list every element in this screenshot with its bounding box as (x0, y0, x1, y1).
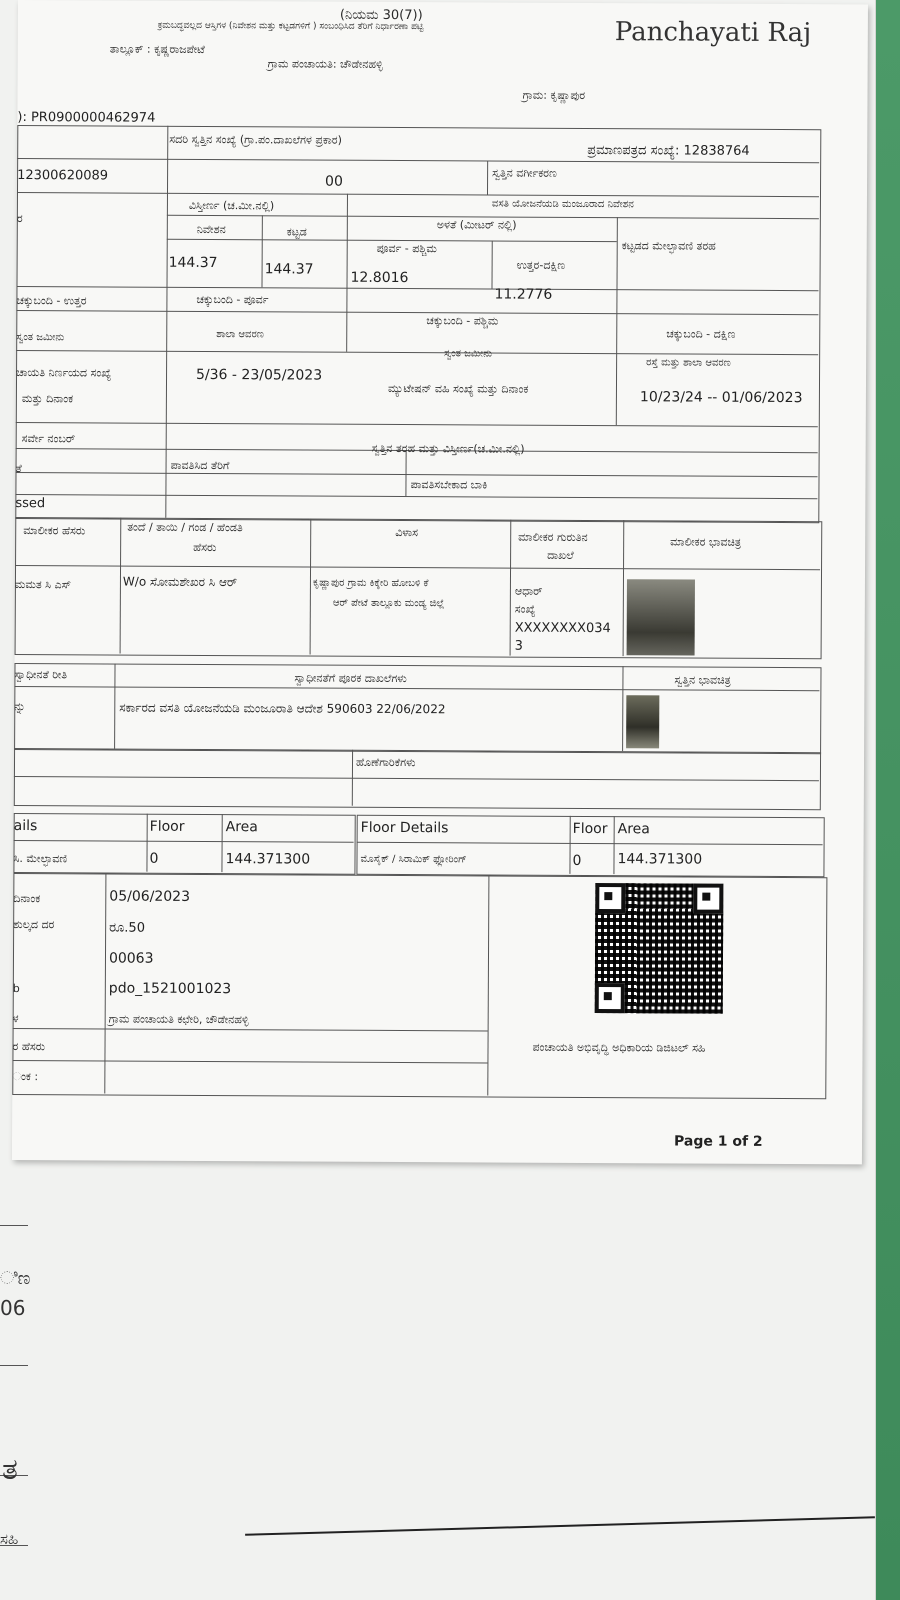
code-value: 00063 (108, 950, 154, 967)
owner-id-type-2: ಸಂಖ್ಯೆ (514, 602, 536, 616)
area-header: Area (617, 821, 650, 838)
east-west-value: 12.8016 (350, 269, 409, 287)
name-label: ರ ಹೆಸರು (12, 1039, 46, 1054)
north-south-value: 11.2776 (494, 286, 553, 303)
under-fragment-3: ತ (2, 1452, 18, 1487)
owner-id-number-2: 3 (514, 638, 523, 654)
left-fragment-2: ತೆ (15, 461, 22, 476)
property-number-label: ಸದರಿ ಸ್ವತ್ತಿನ ಸಂಖ್ಯೆ (ಗ್ರಾ.ಪಂ.ದಾಖಲೆಗಳ ಪ್ರಕಾರ) (169, 132, 342, 147)
owner-name-header: ಮಾಲೀಕರ ಹೆಸರು (23, 524, 86, 538)
property-number-value: 00 (325, 173, 343, 190)
owner-id-header: ಮಾಲೀಕರ ಗುರುತಿನ (518, 530, 588, 544)
fee-value: ರೂ.50 (109, 920, 146, 936)
dimension-label: ಅಳತೆ (ಮೀಟರ್ ನಲ್ಲಿ) (436, 218, 517, 232)
owner-address-2: ಆರ್ ಪೇಟೆ ತಾಲ್ಲೂಕು ಮಂಡ್ಯ ಜಿಲ್ಲೆ (332, 597, 445, 610)
property-id: ): PR0900000462974 (17, 109, 156, 126)
site-area-value: 144.37 (168, 254, 218, 272)
classification-value: ವಸತಿ ಯೋಜನೆಯಡಿ ಮಂಜೂರಾದ ನಿವೇಶನ (491, 198, 634, 211)
resolution-value: 5/36 - 23/05/2023 (195, 366, 323, 384)
type-area-label: ಸ್ವತ್ತಿನ ತರಹ ಮತ್ತು ವಿಸ್ತೀರ್ಣ(ಚ.ಮೀ.ನಲ್ಲಿ) (371, 441, 525, 456)
floor-header: Floor (572, 820, 608, 838)
possession-method-label: ಸ್ವಾಧೀನತೆ ರೀತಿ (14, 667, 68, 682)
south-value: ರಸ್ತೆ ಮತ್ತು ಶಾಲಾ ಆವರಣ (646, 357, 731, 369)
footer-fragment-k: ಂಕ : (12, 1069, 39, 1084)
owner-id-header-2: ದಾಖಲೆ (547, 548, 574, 562)
owner-id-number: XXXXXXXX034 (514, 620, 611, 637)
property-photo (626, 695, 659, 748)
floor-details-header: Floor Details (360, 819, 449, 837)
left-floor-value: 0 (149, 850, 159, 867)
floor-details-header-left: ails (13, 817, 38, 835)
footer-fragment-b: b (12, 981, 20, 996)
site-label: ನಿವೇಶನ (196, 222, 226, 237)
fee-label: ಶುಲ್ಕದ ದರ (13, 917, 55, 932)
floor-header-left: Floor (149, 818, 185, 835)
owner-address-1: ಕೃಷ್ಣಾಪುರ ಗ್ರಾಮ ಕಿಕ್ಕೇರಿ ಹೋಬಳಿ ಕೆ (312, 577, 429, 590)
east-value: ಶಾಲಾ ಆವರಣ (216, 329, 264, 341)
right-floor-value: 0 (572, 852, 582, 869)
panchayati-raj-brand: Panchayati Raj (614, 17, 812, 49)
taluk: ತಾಲ್ಲೂಕ್ : ಕೃಷ್ಣರಾಜಪೇಟೆ (109, 42, 205, 56)
right-floor-detail: ಮೊಸೈಕ್ / ಸಿರಾಮಿಕ್ ಫ್ಲೋರಿಂಗ್ (360, 853, 467, 866)
under-fragment-2: 06 (0, 1296, 26, 1320)
west-value: ಸ್ವಂತ ಜಮೀನು (444, 348, 493, 360)
relation-header: ತಂದೆ / ತಾಯಿ / ಗಂಡ / ಹೆಂಡತಿ (127, 520, 243, 535)
area-header-left: Area (225, 819, 258, 836)
rule-reference: (ನಿಯಮ 30(7)) (339, 7, 423, 24)
village: ಗ್ರಾಮ: ಕೃಷ್ಣಾಪುರ (522, 88, 586, 102)
owner-name: ಮಮತ ಸಿ ಎಸ್ (14, 577, 72, 592)
roof-type-label: ಕಟ್ಟಡದ ಮೇಲ್ಛಾವಣಿ ತರಹ (621, 239, 716, 253)
area-label: ವಿಸ್ತೀರ್ಣ (ಚ.ಮೀ.ನಲ್ಲಿ) (188, 198, 275, 213)
document-subtitle: ಕ್ರಮಬದ್ಧವಲ್ಲದ ಆಸ್ತಿಗಳ (ನಿವೇಶನ ಮತ್ತು ಕಟ್ಟಡಗಳಿಗೆ ) ಸಂಬಂಧಿಸಿದ ತೆರಿಗೆ ನಿರ್ಧಾರಣಾ ಪಟ್ಟಿ (157, 20, 424, 33)
pdo-id: pdo_1521001023 (108, 980, 232, 998)
boundary-west-label: ಚಕ್ಕುಬಂದಿ - ಪಶ್ಚಿಮ (426, 314, 499, 328)
possession-docs-label: ಸ್ವಾಧೀನತೆಗೆ ಪೂರಕ ದಾಖಲೆಗಳು (294, 671, 407, 686)
building-label: ಕಟ್ಟಡ (286, 225, 307, 239)
mutation-label: ಮ್ಯುಟೇಷನ್ ವಹಿ ಸಂಖ್ಯೆ ಮತ್ತು ದಿನಾಂಕ (387, 381, 529, 396)
left-floor-detail: ಸಿ. ಮೇಲ್ಛಾವಣಿ (13, 851, 68, 866)
relation-header-2: ಹೆಸರು (193, 540, 217, 555)
page-number: Page 1 of 2 (673, 1133, 763, 1150)
north-value: ಸ್ವಂತ ಜಮೀನು (16, 331, 65, 344)
building-area-value: 144.37 (264, 261, 314, 278)
survey-number-label: ಸರ್ವೇ ನಂಬರ್ (21, 432, 76, 446)
right-area-value: 144.371300 (617, 851, 703, 868)
owner-id-type: ಆಧಾರ್ (514, 584, 543, 598)
owner-photo-header: ಮಾಲೀಕರ ಭಾವಚಿತ್ರ (670, 535, 742, 549)
tax-paid-label: ಪಾವತಿಸಿದ ತೆರಿಗೆ (170, 458, 230, 473)
boundary-east-label: ಚಕ್ಕುಬಂದಿ - ಪೂರ್ವ (196, 292, 269, 307)
owner-photo (627, 579, 695, 655)
left-code: 12300620089 (17, 167, 109, 184)
address-header: ವಿಳಾಸ (395, 525, 419, 540)
resolution-label-2: ಮತ್ತು ದಿನಾಂಕ (21, 392, 74, 406)
gram-panchayat: ಗ್ರಾಮ ಪಂಚಾಯತಿ: ಚೌಡೇನಹಳ್ಳಿ (267, 57, 383, 71)
under-fragment-1: ಿಣ (0, 1268, 31, 1289)
certificate-number: ಪ್ರಮಾಣಪತ್ರದ ಸಂಖ್ಯೆ: 12838764 (587, 142, 750, 159)
footer-fragment-l: ಳ (12, 1011, 19, 1026)
property-photo-label: ಸ್ವತ್ತಿನ ಭಾವಚಿತ್ರ (674, 673, 731, 687)
possession-left-fragment: ನ್ನು (14, 699, 26, 714)
boundary-south-label: ಚಕ್ಕುಬಂದಿ - ದಕ್ಷಿಣ (666, 327, 736, 341)
left-fragment: ರ (16, 211, 23, 226)
tax-assessment-page (12, 0, 868, 1164)
liabilities-label: ಹೊಣೆಗಾರಿಕೆಗಳು (355, 755, 416, 770)
date-value: 05/06/2023 (109, 888, 191, 905)
left-area-value: 144.371300 (225, 851, 311, 868)
resolution-label: ಚಾಯತಿ ನಿರ್ಣಯದ ಸಂಖ್ಯೆ (16, 365, 112, 380)
mutation-value: 10/23/24 -- 01/06/2023 (639, 389, 803, 407)
owner-relation: W/o ಸೋಮಶೇಖರ ಸಿ ಆರ್ (122, 574, 238, 590)
east-west-label: ಪೂರ್ವ - ಪಶ್ಚಿಮ (376, 241, 437, 256)
date-label: ದಿನಾಂಕ (13, 891, 41, 906)
north-south-label: ಉತ್ತರ-ದಕ್ಷಿಣ (516, 258, 566, 272)
tax-due-label: ಪಾವತಿಸಬೇಕಾದ ಬಾಕಿ (410, 478, 488, 492)
possession-docs-value: ಸರ್ಕಾರದ ವಸತಿ ಯೋಜನೆಯಡಿ ಮಂಜೂರಾತಿ ಆದೇಶ 590603 22/06/2022 (119, 700, 446, 717)
classification-label: ಸ್ವತ್ತಿನ ವರ್ಗೀಕರಣ (492, 166, 557, 180)
office-value: ಗ್ರಾಮ ಪಂಚಾಯತಿ ಕಛೇರಿ, ಚೌಡೇನಹಳ್ಳಿ (108, 1012, 249, 1027)
digital-signature-label: ಪಂಚಾಯತಿ ಅಭಿವೃದ್ಧಿ ಅಧಿಕಾರಿಯ ಡಿಜಿಟಲ್ ಸಹಿ (532, 1040, 706, 1055)
under-fragment-4: ಸಹಿ (0, 1530, 19, 1548)
property-grid (15, 125, 821, 523)
left-fragment-3: ssed (15, 495, 46, 512)
boundary-north-label: ಚಕ್ಕುಬಂದಿ - ಉತ್ತರ (16, 293, 87, 308)
